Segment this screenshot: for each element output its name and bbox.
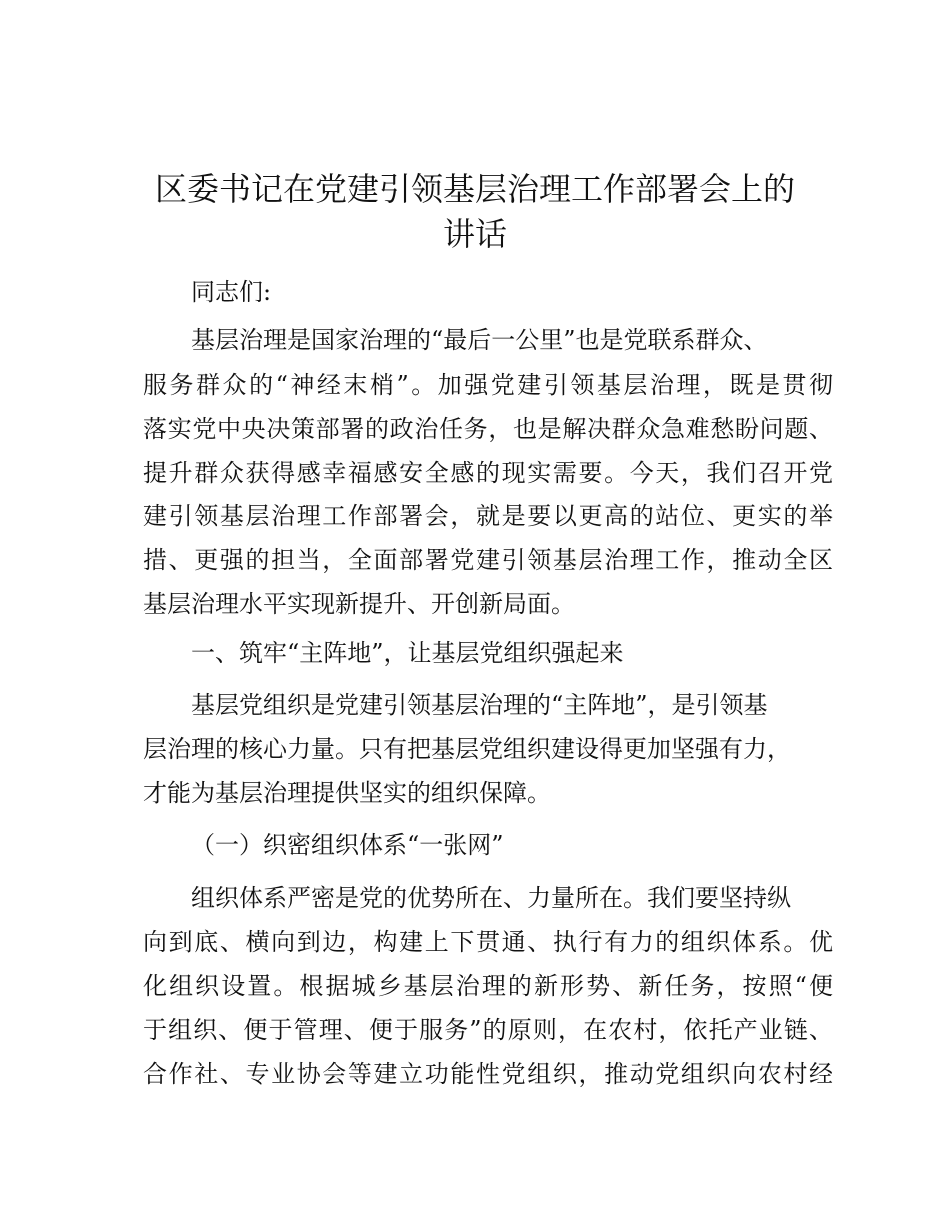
paragraph-3-line: 合作社、专业协会等建立功能性党组织，推动党组织向农村经 <box>143 1060 833 1088</box>
paragraph-1-line: 建引领基层治理工作部署会，就是要以更高的站位、更实的举 <box>143 502 833 530</box>
paragraph-3-line: 组织体系严密是党的优势所在、力量所在。我们要坚持纵 <box>191 884 791 912</box>
paragraph-1-line: 落实党中央决策部署的政治任务，也是解决群众急难愁盼问题、 <box>143 415 833 443</box>
paragraph-1-line: 基层治理是国家治理的“最后一公里”也是党联系群众、 <box>191 326 768 354</box>
document-title-line-1: 区委书记在党建引领基层治理工作部署会上的 <box>154 170 795 208</box>
paragraph-1-line: 措、更强的担当，全面部署党建引领基层治理工作，推动全区 <box>143 546 833 574</box>
salutation: 同志们: <box>191 278 272 306</box>
paragraph-1-line: 基层治理水平实现新提升、开创新局面。 <box>143 590 575 618</box>
paragraph-2-line: 基层党组织是党建引领基层治理的“主阵地”，是引领基 <box>191 691 768 719</box>
paragraph-3-line: 向到底、横向到边，构建上下贯通、执行有力的组织体系。优 <box>143 928 833 956</box>
document-title-line-2: 讲话 <box>442 215 507 253</box>
paragraph-1-line: 服务群众的“神经末梢”。加强党建引领基层治理，既是贯彻 <box>143 371 833 399</box>
paragraph-2-line: 层治理的核心力量。只有把基层党组织建设得更加坚强有力， <box>143 735 791 763</box>
paragraph-1-line: 提升群众获得感幸福感安全感的现实需要。今天，我们召开党 <box>143 459 833 487</box>
paragraph-3-line: 化组织设置。根据城乡基层治理的新形势、新任务，按照“便 <box>143 972 833 1000</box>
subsection-heading-1: （一）织密组织体系“一张网” <box>191 831 504 859</box>
section-heading-1: 一、筑牢“主阵地”，让基层党组织强起来 <box>191 639 624 667</box>
paragraph-2-line: 才能为基层治理提供坚实的组织保障。 <box>143 779 551 807</box>
paragraph-3-line: 于组织、便于管理、便于服务”的原则，在农村，依托产业链、 <box>143 1016 833 1044</box>
